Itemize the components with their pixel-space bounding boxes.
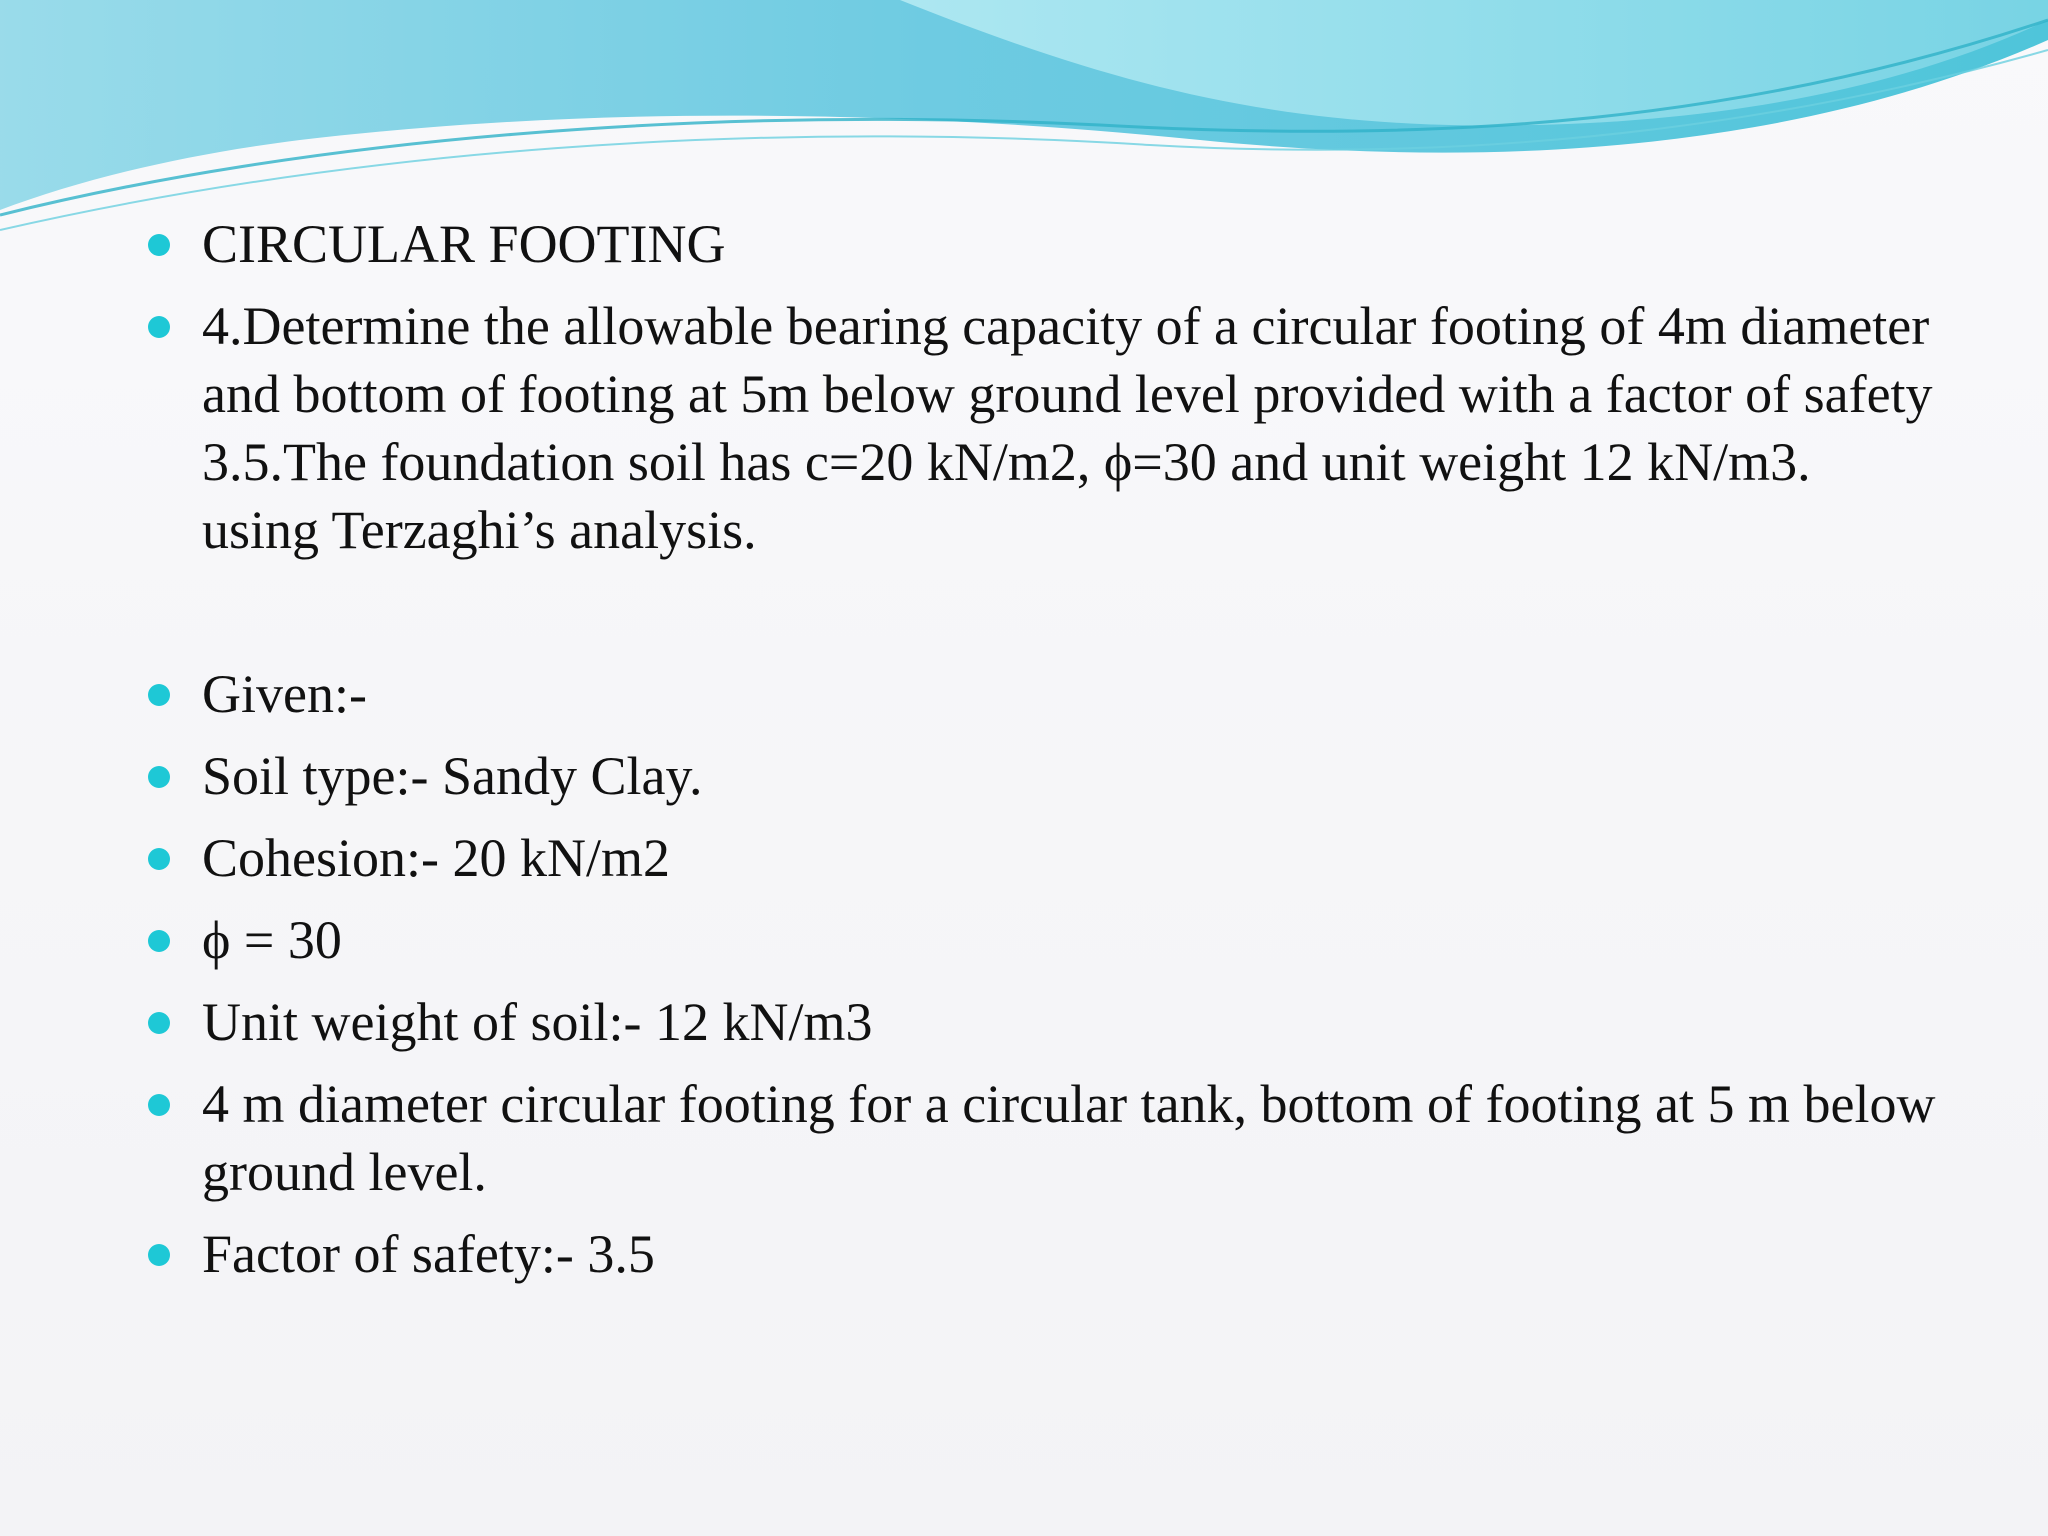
bullet-item [138,210,1938,278]
bullet-item [138,1070,1938,1206]
bullet-item [138,292,1938,564]
bullet-dot-icon [148,766,170,788]
bullet-dot-icon [148,316,170,338]
bullet-text: CIRCULAR FOOTING [202,214,726,274]
bullet-text: ϕ = 30 [202,910,342,970]
bullet-dot-icon [148,848,170,870]
bullet-text: Given:- [202,664,367,724]
bullet-text: Cohesion:- 20 kN/m2 [202,828,670,888]
bullet-list-problem [138,210,1938,564]
bullet-dot-icon [148,1012,170,1034]
slide-content [138,210,1938,1302]
bullet-text: Factor of safety:- 3.5 [202,1224,655,1284]
bullet-dot-icon [148,1094,170,1116]
bullet-item [138,1220,1938,1288]
bullet-dot-icon [148,1244,170,1266]
bullet-item [138,742,1938,810]
bullet-text: Soil type:- Sandy Clay. [202,746,703,806]
bullet-item [138,660,1938,728]
bullet-item [138,824,1938,892]
bullet-list-given [138,660,1938,1288]
bullet-text: 4.Determine the allowable bearing capacity of a circular footing of 4m diameter and bottom of footing at 5m below ground level provided with a factor of safety 3.5.The foundation soil has c=20 kN/m2, ϕ=30 and unit weight 12 kN/m3. using Terzaghi’s analysis. [202,296,1933,560]
bullet-text: 4 m diameter circular footing for a circular tank, bottom of footing at 5 m below ground level. [202,1074,1936,1202]
spacer [138,578,1938,660]
bullet-dot-icon [148,930,170,952]
bullet-item [138,906,1938,974]
bullet-item [138,988,1938,1056]
bullet-dot-icon [148,684,170,706]
bullet-dot-icon [148,234,170,256]
header-wave-decoration [0,0,2048,240]
bullet-text: Unit weight of soil:- 12 kN/m3 [202,992,873,1052]
